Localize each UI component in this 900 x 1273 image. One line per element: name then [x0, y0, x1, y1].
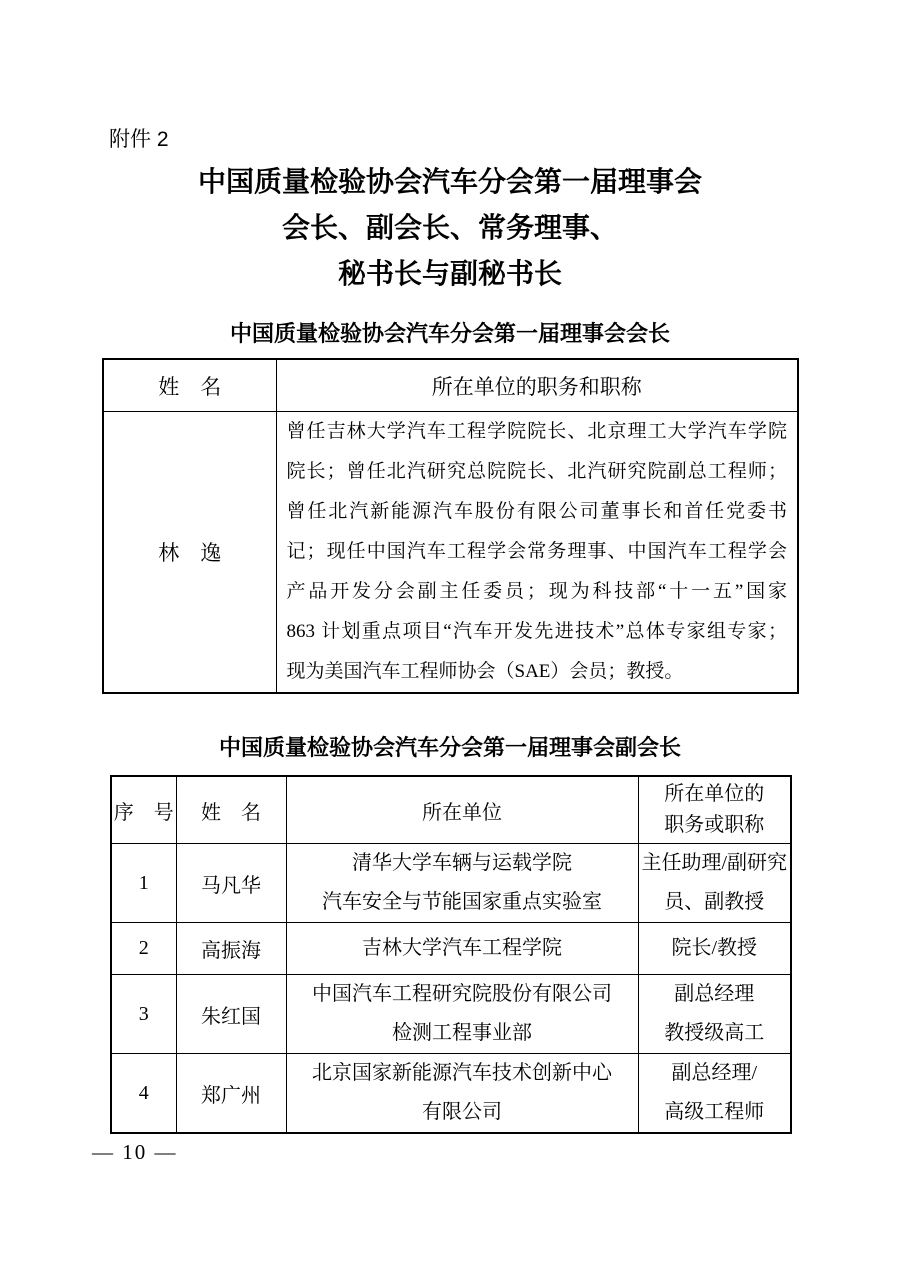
table-row: [103, 412, 798, 694]
attachment-label: 附件 2: [109, 128, 169, 151]
cell-position: [638, 923, 791, 975]
text-line: 院长；曾任北汽研究总院院长、北汽研究院副总工程师；: [286, 461, 787, 482]
col-header-name: 姓 名: [176, 776, 286, 844]
cell-position: [638, 975, 791, 1054]
cell-name: 朱红国: [176, 975, 286, 1054]
table-header-row: [103, 359, 798, 412]
cell-organization: [286, 923, 638, 975]
col-header-index: 序 号: [111, 776, 176, 844]
cell-index: 2: [111, 923, 176, 975]
text-line: 记；现任中国汽车工程学会常务理事、中国汽车工程学会: [286, 541, 787, 562]
text-line: 863 计划重点项目“汽车开发先进技术”总体专家组专家；: [286, 621, 787, 642]
text-line: 职务或职称: [664, 814, 765, 836]
table-row: [111, 923, 791, 975]
cell-name: 高振海: [176, 923, 286, 975]
text-line: 中国质量检验协会汽车分会第一届理事会: [197, 167, 702, 198]
text-line: 产品开发分会副主任委员；现为科技部“十一五”国家: [286, 581, 787, 602]
text-line: 所在单位的: [664, 783, 765, 805]
table-row: [111, 975, 791, 1054]
cell-chairman-description: [276, 412, 798, 694]
col-header-name: 姓 名: [103, 359, 276, 412]
section2-heading: 中国质量检验协会汽车分会第一届理事会副会长: [218, 735, 681, 760]
text-line: 有限公司: [422, 1101, 502, 1123]
text-line: 会长、副会长、常务理事、: [281, 213, 618, 244]
cell-organization: [286, 1054, 638, 1134]
cell-name: 马凡华: [176, 844, 286, 923]
text-line: 副总经理/: [671, 1062, 758, 1084]
text-line: 院长/教授: [671, 937, 758, 959]
text-line: 主任助理/副研究: [641, 852, 788, 874]
cell-position: [638, 1054, 791, 1134]
text-line: 检测工程事业部: [392, 1022, 532, 1044]
cell-name: 郑广州: [176, 1054, 286, 1134]
col-header-position-title: 所在单位的职务和职称: [276, 359, 798, 412]
col-header-position: [638, 776, 791, 844]
cell-position: [638, 844, 791, 923]
text-line: 高级工程师: [664, 1101, 765, 1123]
text-line: 曾任北汽新能源汽车股份有限公司董事长和首任党委书: [286, 501, 787, 522]
text-line: 清华大学车辆与运载学院: [352, 852, 572, 874]
vice-chairmen-table: [110, 775, 792, 1134]
text-line: 秘书长与副秘书长: [337, 259, 562, 290]
text-line: 北京国家新能源汽车技术创新中心: [312, 1062, 612, 1084]
col-header-organization: 所在单位: [286, 776, 638, 844]
document-title: [0, 160, 900, 298]
text-line: 现为美国汽车工程师协会（SAE）会员；教授。: [286, 661, 684, 682]
page-number: — 10 —: [92, 1140, 178, 1164]
text-line: 汽车安全与节能国家重点实验室: [322, 891, 602, 913]
table-header-row: [111, 776, 791, 844]
text-line: 吉林大学汽车工程学院: [362, 937, 562, 959]
cell-index: 1: [111, 844, 176, 923]
text-line: 员、副教授: [664, 891, 765, 913]
table-row: [111, 1054, 791, 1134]
section1-heading: 中国质量检验协会汽车分会第一届理事会会长: [229, 321, 670, 346]
text-line: 副总经理: [674, 983, 755, 1005]
cell-chairman-name: 林 逸: [103, 412, 276, 694]
table-row: [111, 844, 791, 923]
text-line: 中国汽车工程研究院股份有限公司: [312, 983, 612, 1005]
cell-index: 3: [111, 975, 176, 1054]
text-line: 教授级高工: [664, 1022, 765, 1044]
chairman-table: [102, 358, 799, 694]
cell-organization: [286, 975, 638, 1054]
cell-organization: [286, 844, 638, 923]
text-line: 曾任吉林大学汽车工程学院院长、北京理工大学汽车学院: [286, 421, 787, 442]
cell-index: 4: [111, 1054, 176, 1134]
